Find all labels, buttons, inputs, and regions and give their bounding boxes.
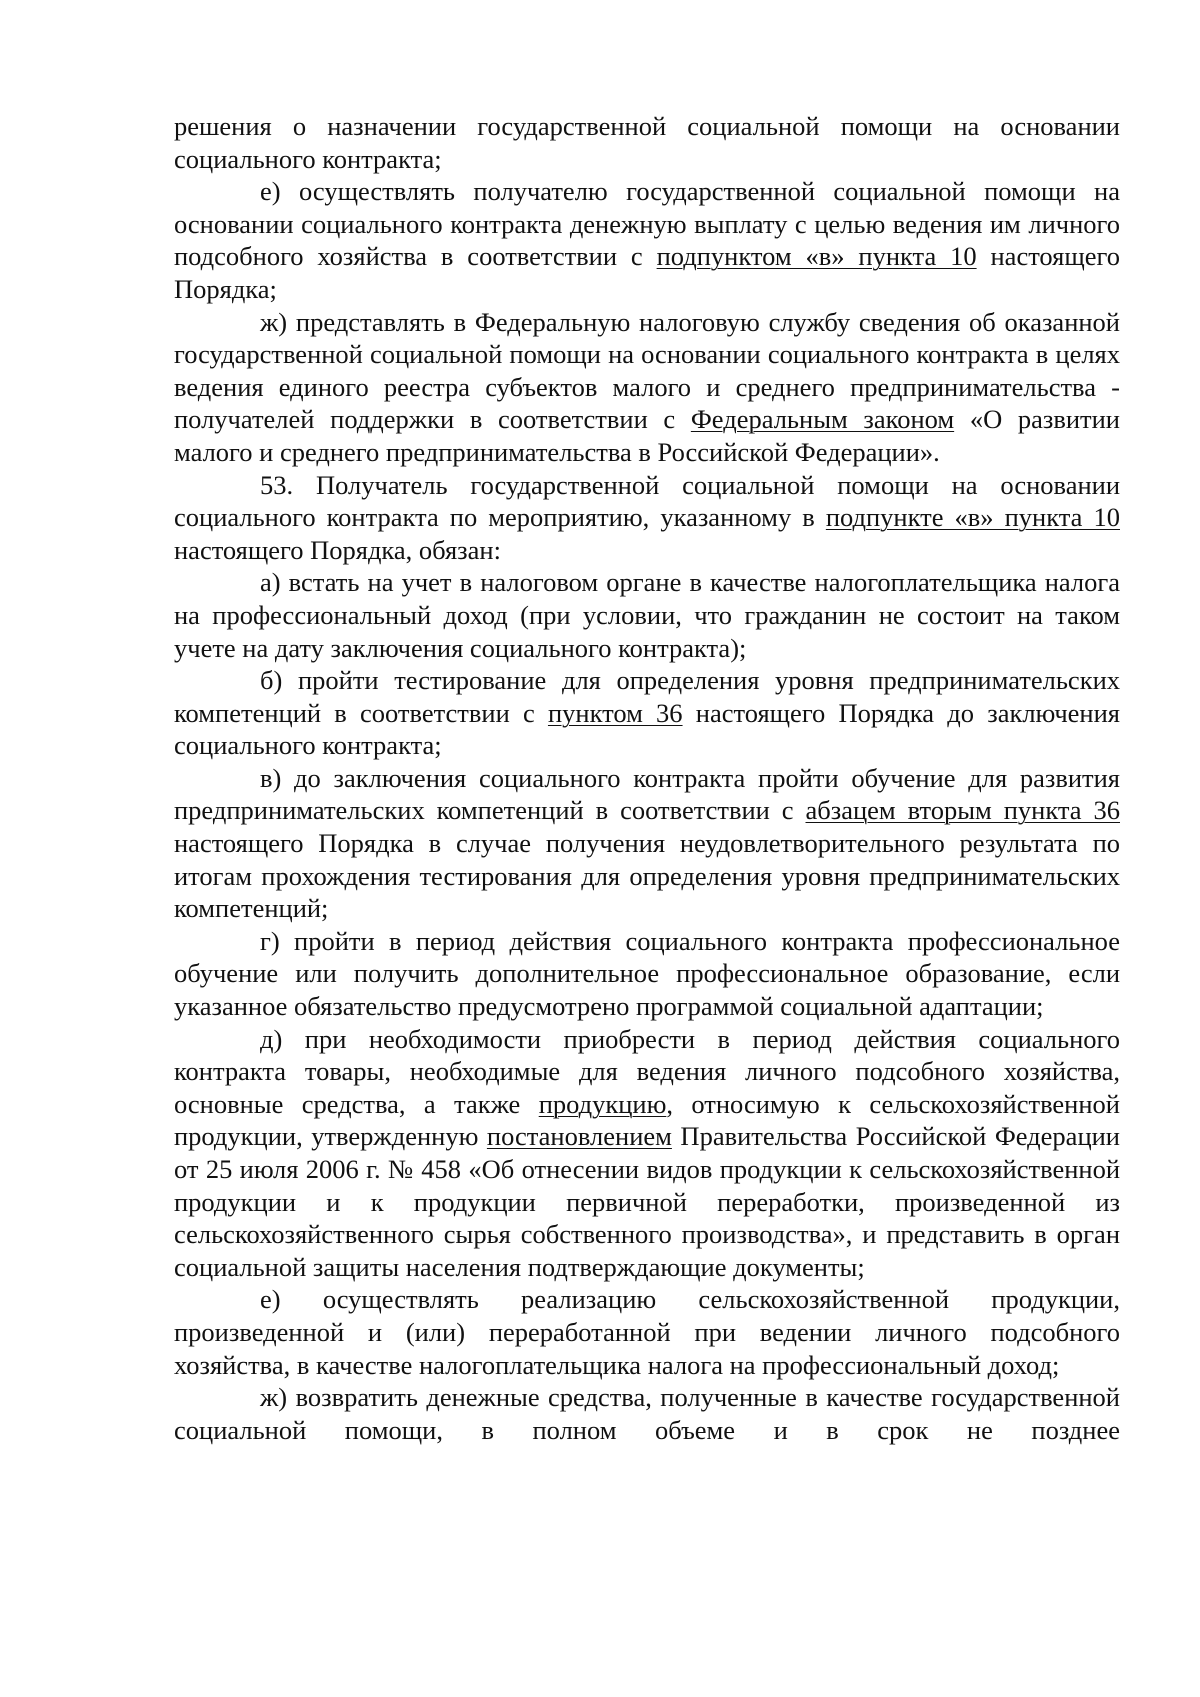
paragraph-text: в) до заключения социального контракта пройти обучение для развития предпринимательских компетенций в соответствии с [174,762,1120,826]
paragraph-p8 [174,1023,1120,1284]
paragraph-p6 [174,762,1120,925]
paragraph-p0 [174,110,1120,175]
paragraph-text: д) при необходимости приобрести в период действия социального контракта товары, необходимые для ведения личного подсобного хозяйства, основные средства, а также [174,1023,1120,1119]
reference-link[interactable]: подпункте «в» пункта 10 [825,502,1120,533]
document-page [174,110,1120,1446]
paragraph-p10 [174,1381,1120,1446]
reference-link[interactable]: продукцию [538,1088,667,1119]
paragraph-p2 [174,306,1120,469]
paragraph-text: , относимую к сельскохозяйственной продукции, утвержденную [174,1088,1120,1152]
paragraph-p7 [174,925,1120,1023]
paragraph-text: настоящего Порядка в случае получения неудовлетворительного результата по итогам прохождения тестирования для определения уровня предпринимательских компетенций; [174,828,1120,924]
paragraph-text: е) осуществлять получателю государственной социальной помощи на основании социального контракта денежную выплату с целью ведения им личного подсобного хозяйства в соответствии с [174,176,1120,272]
paragraph-p4 [174,566,1120,664]
paragraph-text: а) встать на учет в налоговом органе в качестве налогоплательщика налога на профессиональный доход (при условии, что гражданин не состоит на таком учете на дату заключения социального контракта); [174,567,1120,663]
paragraph-text: настоящего Порядка до заключения социального контракта; [174,697,1120,761]
paragraph-text: ж) представлять в Федеральную налоговую службу сведения об оказанной государственной социальной помощи на основании социального контракта в целях ведения единого реестра субъектов малого и среднего предпринимательства - получателей поддержки в соответствии с [174,306,1120,435]
paragraph-text: Правительства Российской Федерации от 25 июля 2006 г. № 458 «Об отнесении видов продукции к сельскохозяйственной продукции и к продукции первичной переработки, произведенной из сельскохозяйственного сырья собственного производства», и представить в орган социальной защиты населения подтверждающие документы; [174,1121,1120,1282]
paragraph-text: решения о назначении государственной социальной помощи на основании социального контракта; [174,111,1120,174]
reference-link[interactable]: Федеральным законом [690,404,955,435]
reference-link[interactable]: постановлением [486,1121,672,1152]
paragraph-text: ж) возвратить денежные средства, полученные в качестве государственной социальной помощи, в полном объеме и в срок не позднее [174,1382,1120,1445]
paragraph-text: б) пройти тестирование для определения уровня предпринимательских компетенций в соответствии с [174,665,1120,728]
paragraph-text: «О развитии малого и среднего предпринимательства в Российской Федерации». [174,404,1120,467]
paragraph-text: настоящего Порядка; [174,241,1120,304]
paragraph-text: г) пройти в период действия социального контракта профессиональное обучение или получить дополнительное профессиональное образование, если указанное обязательство предусмотрено программой социальной адаптации; [174,925,1120,1022]
paragraph-p1 [174,175,1120,305]
reference-link[interactable]: абзацем вторым пункта 36 [805,795,1120,826]
reference-link[interactable]: подпунктом «в» пункта 10 [656,241,977,272]
paragraph-text: е) осуществлять реализацию сельскохозяйственной продукции, произведенной и (или) переработанной при ведении личного подсобного хозяйства, в качестве налогоплательщика налога на профессиональный доход; [174,1284,1120,1380]
paragraph-p3 [174,469,1120,567]
paragraph-p9 [174,1283,1120,1381]
paragraph-p5 [174,664,1120,762]
paragraph-text: 53. Получатель государственной социальной помощи на основании социального контракта по мероприятию, указанному в [174,469,1120,533]
paragraph-text: настоящего Порядка, обязан: [174,534,501,565]
reference-link[interactable]: пунктом 36 [547,697,683,728]
